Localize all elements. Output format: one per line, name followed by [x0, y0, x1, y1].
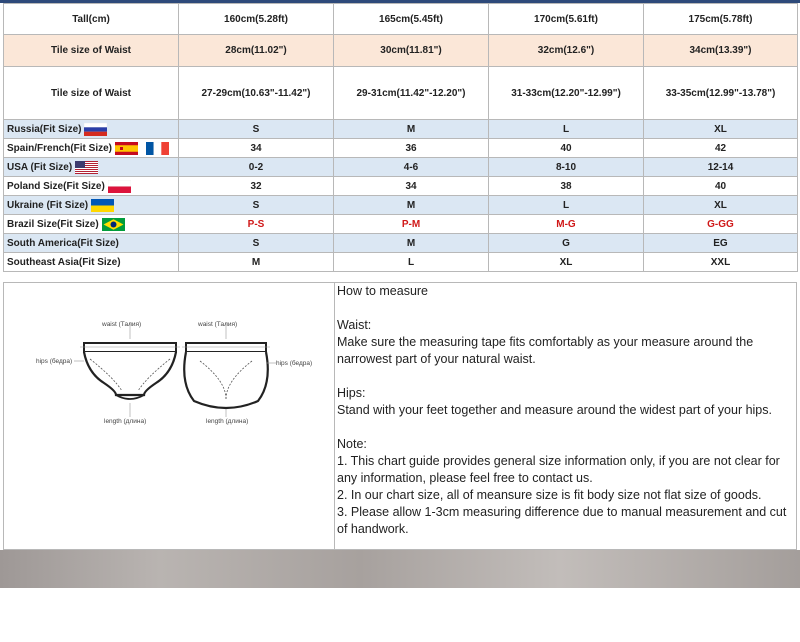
size-value: 40 — [489, 139, 644, 158]
size-row-label: Brazil Size(Fit Size) — [4, 215, 179, 234]
waist-range-cell: 29-31cm(11.42"-12.20") — [334, 67, 489, 120]
size-value: M — [179, 253, 334, 272]
tile-waist-cell: 34cm(13.39") — [644, 35, 798, 67]
size-value: 12-14 — [644, 158, 798, 177]
hips-label-left: hips (бедра) — [36, 358, 73, 365]
size-value: 0-2 — [179, 158, 334, 177]
waist-label-left: waist (Талия) — [102, 321, 142, 328]
waist-text: Make sure the measuring tape fits comfortably as your measure around the narrowest part of your natural waist. — [337, 335, 754, 366]
size-value: EG — [644, 234, 798, 253]
size-value: 34 — [179, 139, 334, 158]
height-cell: 160cm(5.28ft) — [179, 4, 334, 35]
hips-label-right: hips (бедра) — [276, 360, 313, 367]
note-item: 3. Please allow 1-3cm measuring difference due to manual measurement and cut of handwork. — [337, 505, 787, 536]
size-value: 8-10 — [489, 158, 644, 177]
measure-instructions — [337, 283, 795, 549]
brief-front-drawing — [74, 323, 180, 417]
hips-heading: Hips: — [337, 386, 366, 400]
size-value: L — [489, 120, 644, 139]
size-row-brazil — [4, 215, 798, 234]
size-value: 34 — [334, 177, 489, 196]
ukraine-flag-icon — [91, 199, 114, 212]
size-value: L — [489, 196, 644, 215]
size-value: S — [179, 120, 334, 139]
size-value: XL — [489, 253, 644, 272]
waist-label-right: waist (Талия) — [198, 321, 238, 328]
size-row-southeast-asia — [4, 253, 798, 272]
length-label-right: length (длина) — [206, 418, 249, 425]
measurement-figure — [4, 283, 335, 549]
brazil-flag-icon — [102, 218, 125, 231]
size-value: S — [179, 196, 334, 215]
size-row-label: South America(Fit Size) — [4, 234, 179, 253]
blurred-photo-strip — [0, 550, 800, 588]
size-row-poland — [4, 177, 798, 196]
height-cell: 175cm(5.78ft) — [644, 4, 798, 35]
size-row-russia — [4, 120, 798, 139]
spain-flag-icon — [115, 142, 138, 155]
size-row-spain-french — [4, 139, 798, 158]
tile-waist-row — [4, 35, 798, 67]
size-row-label: Russia(Fit Size) — [4, 120, 179, 139]
size-value: S — [179, 234, 334, 253]
size-value: M — [334, 120, 489, 139]
height-row — [4, 4, 798, 35]
size-value: M — [334, 234, 489, 253]
size-value: M — [334, 196, 489, 215]
note-item: 1. This chart guide provides general size information only, if you are not clear for any information, please feel free to contact us. — [337, 454, 780, 485]
brief-back-drawing — [182, 323, 276, 417]
height-cell: 170cm(5.61ft) — [489, 4, 644, 35]
size-value: L — [334, 253, 489, 272]
waist-range-label: Tile size of Waist — [4, 67, 179, 120]
size-value: XL — [644, 120, 798, 139]
tile-waist-cell: 28cm(11.02") — [179, 35, 334, 67]
note-item: 2. In our chart size, all of meansure size is fit body size not flat size of goods. — [337, 488, 762, 502]
size-row-usa — [4, 158, 798, 177]
usa-flag-icon — [75, 161, 98, 174]
size-value: 32 — [179, 177, 334, 196]
waist-range-cell: 31-33cm(12.20"-12.99") — [489, 67, 644, 120]
size-value: G-GG — [644, 215, 798, 234]
size-value: P-S — [179, 215, 334, 234]
waist-heading: Waist: — [337, 318, 372, 332]
size-row-label: Spain/French(Fit Size) — [4, 139, 179, 158]
size-row-label: Poland Size(Fit Size) — [4, 177, 179, 196]
how-to-measure-section — [3, 282, 797, 550]
size-chart-table — [3, 3, 798, 272]
size-value: 4-6 — [334, 158, 489, 177]
length-label-left: length (длина) — [104, 418, 147, 425]
size-value: XXL — [644, 253, 798, 272]
france-flag-icon — [146, 142, 169, 155]
underwear-diagram — [4, 283, 334, 549]
russia-flag-icon — [84, 123, 107, 136]
note-heading: Note: — [337, 437, 367, 451]
size-row-south-america — [4, 234, 798, 253]
hips-text: Stand with your feet together and measure around the widest part of your hips. — [337, 403, 772, 417]
size-value: XL — [644, 196, 798, 215]
size-value: M-G — [489, 215, 644, 234]
size-row-label: USA (Fit Size) — [4, 158, 179, 177]
tile-waist-cell: 32cm(12.6") — [489, 35, 644, 67]
poland-flag-icon — [108, 180, 131, 193]
waist-range-cell: 27-29cm(10.63"-11.42") — [179, 67, 334, 120]
size-row-ukraine — [4, 196, 798, 215]
waist-range-cell: 33-35cm(12.99"-13.78") — [644, 67, 798, 120]
tile-waist-cell: 30cm(11.81") — [334, 35, 489, 67]
guide-title: How to measure — [337, 284, 429, 298]
tile-waist-label: Tile size of Waist — [4, 35, 179, 67]
size-row-label: Ukraine (Fit Size) — [4, 196, 179, 215]
height-cell: 165cm(5.45ft) — [334, 4, 489, 35]
height-label: Tall(cm) — [4, 4, 179, 35]
size-row-label: Southeast Asia(Fit Size) — [4, 253, 179, 272]
size-value: 42 — [644, 139, 798, 158]
size-value: G — [489, 234, 644, 253]
waist-range-row — [4, 67, 798, 120]
size-value: 38 — [489, 177, 644, 196]
size-value: P-M — [334, 215, 489, 234]
size-value: 40 — [644, 177, 798, 196]
size-value: 36 — [334, 139, 489, 158]
